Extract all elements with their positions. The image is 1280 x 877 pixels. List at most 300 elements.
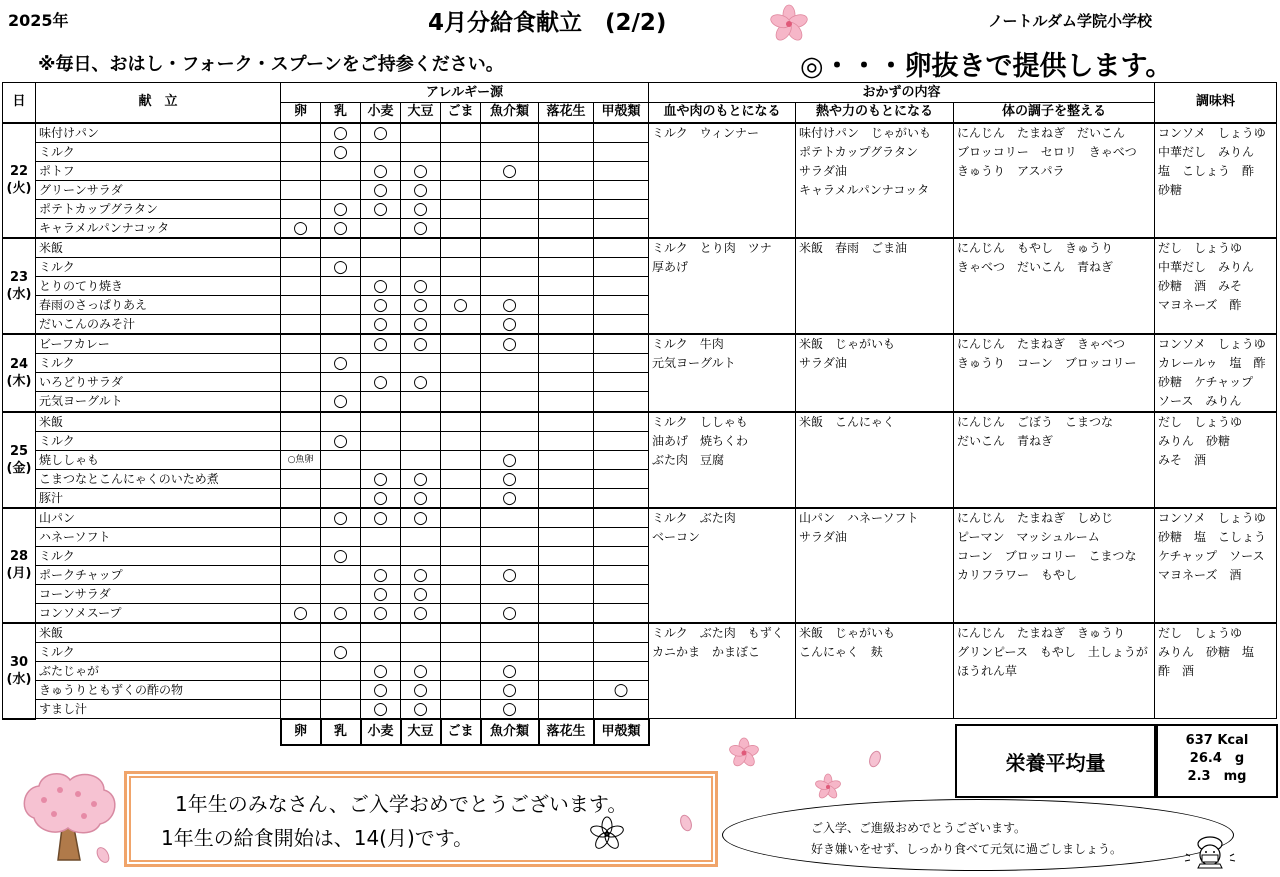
body-line: グリンピース もやし 土しょうが [957, 644, 1148, 659]
allergen-cell [441, 642, 481, 661]
allergen-cell: ○ [361, 488, 401, 508]
allergen-cell: ○ [401, 295, 441, 314]
allergen-cell [441, 199, 481, 218]
allergen-cell [594, 238, 649, 258]
body-line: にんじん たまねぎ しめじ [957, 510, 1114, 525]
allergen-cell [539, 218, 594, 238]
allergen-cell [539, 334, 594, 354]
allergen-cell: ○ [401, 161, 441, 180]
allergen-cell [539, 372, 594, 391]
allergen-cell [281, 123, 321, 143]
allergen-cell [321, 623, 361, 643]
allergen-cell [401, 431, 441, 450]
allergen-cell [441, 123, 481, 143]
table-row [3, 508, 1277, 528]
allergen-cell [441, 469, 481, 488]
footer-allergen: 小麦 [361, 719, 401, 745]
petal-icon [677, 814, 695, 832]
menu-table [2, 82, 1277, 746]
allergen-cell [441, 527, 481, 546]
allergen-cell: ○ [321, 257, 361, 276]
allergen-cell [441, 508, 481, 528]
allergen-cell [594, 372, 649, 391]
energy-line: サラダ油 [799, 355, 847, 370]
allergen-cell: ○ [361, 372, 401, 391]
weekday: (木) [6, 373, 32, 389]
chef-icon [1184, 834, 1236, 872]
allergen-cell [441, 488, 481, 508]
welcome-line-1: 1年生のみなさん、ご入学おめでとうございます。 [175, 792, 628, 816]
allergen-cell: ○ [361, 699, 401, 719]
energy-cell [796, 123, 954, 238]
dish-name: とりのてり焼き [36, 276, 281, 295]
seasoning-line: ケチャップ ソース [1158, 548, 1265, 563]
body-line: だいこん 青ねぎ [957, 433, 1054, 448]
seasoning-line: みりん 砂糖 塩 [1158, 644, 1255, 659]
dish-name: ビーフカレー [36, 334, 281, 354]
allergen-cell: ○ [361, 469, 401, 488]
cherry-blossom-icon [812, 772, 844, 802]
allergen-cell: ○ [361, 565, 401, 584]
allergen-cell [361, 218, 401, 238]
allergen-cell [281, 488, 321, 508]
allergen-cell: ○ [361, 603, 401, 623]
allergen-cell [481, 431, 539, 450]
energy-line: ポテトカップグラタン [799, 144, 919, 159]
blood-line: ベーコン [652, 529, 701, 544]
allergen-cell [481, 623, 539, 643]
energy-line: 米飯 じゃがいも [799, 625, 896, 640]
dish-name: ポテトカップグラタン [36, 199, 281, 218]
allergen-cell [441, 392, 481, 412]
allergen-cell [361, 450, 401, 469]
petal-icon [866, 750, 884, 768]
seasoning-line: 砂糖 [1158, 182, 1183, 197]
allergen-cell [321, 584, 361, 603]
allergen-cell [539, 527, 594, 546]
table-row [3, 623, 1277, 643]
body-line: にんじん たまねぎ だいこん [957, 125, 1126, 140]
dish-name: ぶたじゃが [36, 661, 281, 680]
energy-line: 米飯 春雨 ごま油 [799, 240, 908, 255]
allergen-cell [281, 508, 321, 528]
allergen-cell [539, 623, 594, 643]
allergen-cell [321, 334, 361, 354]
allergen-cell [481, 276, 539, 295]
energy-line: 山パン ハネーソフト [799, 510, 919, 525]
allergen-cell [441, 180, 481, 199]
body-line: コーン ブロッコリー こまつな [957, 548, 1137, 563]
seasoning-line: コンソメ しょうゆ [1158, 125, 1266, 140]
dish-name: こまつなとこんにゃくのいため煮 [36, 469, 281, 488]
blood-line: 厚あげ [652, 259, 689, 274]
allergen-cell [594, 623, 649, 643]
allergen-cell: ○ [321, 142, 361, 161]
header-menu: 献 立 [36, 83, 281, 123]
day-cell [3, 623, 36, 719]
allergen-cell [401, 353, 441, 372]
header-allergen: 甲殻類 [594, 103, 649, 123]
allergen-cell [539, 642, 594, 661]
header-allergen: 落花生 [539, 103, 594, 123]
blood-cell [649, 623, 796, 719]
allergen-cell [281, 623, 321, 643]
allergen-cell [441, 412, 481, 432]
year-label: 2025年 [8, 11, 69, 30]
allergen-cell [594, 218, 649, 238]
blood-line: ミルク ぶた肉 [652, 510, 736, 525]
table-row [3, 412, 1277, 432]
allergen-cell [539, 661, 594, 680]
allergen-cell [321, 488, 361, 508]
allergen-cell [441, 565, 481, 584]
allergen-cell [401, 257, 441, 276]
allergen-cell: ○ [481, 603, 539, 623]
allergen-cell [281, 469, 321, 488]
dish-name: 米飯 [36, 623, 281, 643]
day-number: 22 [9, 164, 29, 179]
allergen-cell: ○ [401, 180, 441, 199]
allergen-cell [594, 392, 649, 412]
allergen-cell [594, 353, 649, 372]
header-allergen-group: アレルギー源 [281, 83, 649, 103]
dish-name: キャラメルパンナコッタ [36, 218, 281, 238]
allergen-cell [281, 142, 321, 161]
energy-cell [796, 334, 954, 412]
allergen-cell [481, 218, 539, 238]
dish-name: コーンサラダ [36, 584, 281, 603]
allergen-cell: ○ [361, 123, 401, 143]
allergen-cell [481, 546, 539, 565]
allergen-cell [539, 392, 594, 412]
allergen-cell [321, 295, 361, 314]
dish-name: 焼ししゃも [36, 450, 281, 469]
allergen-cell [539, 565, 594, 584]
dish-name: 味付けパン [36, 123, 281, 143]
allergen-cell [441, 238, 481, 258]
allergen-cell: ○ [481, 699, 539, 719]
dish-name: いろどりサラダ [36, 372, 281, 391]
blood-line: ぶた肉 豆腐 [652, 452, 725, 467]
seasoning-line: 砂糖 酒 みそ [1158, 278, 1243, 293]
body-line: カリフラワー もやし [957, 567, 1078, 582]
allergen-cell: ○ [401, 372, 441, 391]
blood-cell [649, 334, 796, 412]
body-cell [954, 412, 1155, 508]
dish-name: ミルク [36, 546, 281, 565]
allergen-cell: ○ [441, 295, 481, 314]
footer-allergen: 乳 [321, 719, 361, 745]
allergen-cell: ○ [321, 546, 361, 565]
seasoning-line: 砂糖 ケチャップ [1158, 374, 1254, 389]
blood-line: ミルク とり肉 ツナ [652, 240, 772, 255]
allergen-cell: ○ [481, 565, 539, 584]
allergen-cell: ○ [481, 161, 539, 180]
body-line: ブロッコリー セロリ きゃべつ [957, 144, 1137, 159]
allergen-cell: ○ [361, 334, 401, 354]
allergen-cell: ○ [321, 218, 361, 238]
day-number: 30 [9, 654, 29, 670]
allergen-cell: ○ [361, 295, 401, 314]
allergen-cell: ○ [481, 295, 539, 314]
allergen-cell [539, 199, 594, 218]
allergen-cell [481, 353, 539, 372]
table-row [3, 238, 1277, 258]
allergen-cell: ○ [481, 661, 539, 680]
weekday: (月) [6, 566, 32, 581]
blood-line: 油あげ 焼ちくわ [652, 433, 749, 448]
table-row [3, 123, 1277, 143]
allergen-cell [281, 527, 321, 546]
body-cell [954, 123, 1155, 238]
energy-cell [796, 623, 954, 719]
day-cell [3, 334, 36, 412]
allergen-cell: ○ [321, 353, 361, 372]
allergen-cell [361, 623, 401, 643]
allergen-cell [481, 372, 539, 391]
allergen-cell: ○ [361, 161, 401, 180]
allergen-cell [361, 238, 401, 258]
cherry-blossom-icon [724, 735, 764, 771]
utensil-notice: ※毎日、おはし・フォーク・スプーンをご持参ください。 [38, 54, 504, 75]
allergen-cell [594, 199, 649, 218]
blood-cell [649, 238, 796, 334]
allergen-cell [539, 123, 594, 143]
header-seasoning: 調味料 [1155, 83, 1277, 123]
allergen-cell: ○ [401, 699, 441, 719]
allergen-cell [281, 642, 321, 661]
allergen-cell [321, 661, 361, 680]
dish-name: すまし汁 [36, 699, 281, 719]
allergen-cell [594, 314, 649, 334]
energy-line: こんにゃく 麸 [799, 644, 883, 659]
allergen-cell [481, 123, 539, 143]
seasoning-cell [1155, 508, 1277, 623]
allergen-cell [441, 546, 481, 565]
allergen-cell [321, 276, 361, 295]
seasoning-line: だし しょうゆ [1158, 240, 1243, 255]
allergen-cell [441, 142, 481, 161]
energy-line: サラダ油 [799, 529, 847, 544]
dish-name: コンソメスープ [36, 603, 281, 623]
allergen-cell: ○ [481, 450, 539, 469]
allergen-cell: ○ [361, 314, 401, 334]
seasoning-line: だし しょうゆ [1158, 625, 1243, 640]
allergen-cell [281, 180, 321, 199]
allergen-cell [481, 199, 539, 218]
allergen-cell: ○ [361, 584, 401, 603]
allergen-cell [321, 469, 361, 488]
energy-line: 米飯 じゃがいも [799, 336, 896, 351]
energy-cell [796, 412, 954, 508]
seasoning-cell [1155, 238, 1277, 334]
allergen-cell [281, 680, 321, 699]
school-name: ノートルダム学院小学校 [988, 12, 1152, 30]
seasoning-cell [1155, 123, 1277, 238]
allergen-cell [539, 450, 594, 469]
header-energy: 熱や力のもとになる [796, 103, 954, 123]
allergen-cell [594, 257, 649, 276]
allergen-cell [594, 412, 649, 432]
allergen-cell [281, 699, 321, 719]
allergen-cell [539, 699, 594, 719]
allergen-cell [321, 527, 361, 546]
seasoning-line: カレールゥ 塩 酢 [1158, 355, 1266, 370]
allergen-cell [321, 450, 361, 469]
allergen-cell [441, 584, 481, 603]
allergen-cell [281, 372, 321, 391]
allergen-cell [321, 238, 361, 258]
allergen-cell: ○ [401, 218, 441, 238]
header-allergen: 魚介類 [481, 103, 539, 123]
dish-name: だいこんのみそ汁 [36, 314, 281, 334]
blood-line: 元気ヨーグルト [652, 355, 736, 370]
allergen-cell [281, 314, 321, 334]
allergen-cell: ○魚卵 [281, 450, 321, 469]
seasoning-line: だし しょうゆ [1158, 414, 1243, 429]
allergen-cell [441, 450, 481, 469]
allergen-cell [594, 546, 649, 565]
header-allergen: ごま [441, 103, 481, 123]
footer-allergen: 卵 [281, 719, 321, 745]
egg-free-note: ◎・・・卵抜きで提供します。 [800, 51, 1173, 82]
blood-line: ミルク ぶた肉 もずく [652, 625, 784, 640]
allergen-cell [401, 546, 441, 565]
allergen-cell: ○ [361, 276, 401, 295]
dish-name: 米飯 [36, 412, 281, 432]
day-cell [3, 412, 36, 508]
seasoning-line: マヨネーズ 酒 [1158, 567, 1242, 582]
day-number: 25 [9, 443, 29, 459]
dish-name: ミルク [36, 642, 281, 661]
dish-name: 豚汁 [36, 488, 281, 508]
blood-line: ミルク ししゃも [652, 414, 748, 429]
allergen-cell [441, 623, 481, 643]
allergen-cell [401, 142, 441, 161]
allergen-cell: ○ [401, 584, 441, 603]
allergen-cell [361, 546, 401, 565]
allergen-cell [361, 642, 401, 661]
allergen-cell [281, 392, 321, 412]
allergen-cell [594, 469, 649, 488]
allergen-cell: ○ [321, 508, 361, 528]
allergen-cell [401, 238, 441, 258]
allergen-cell [441, 276, 481, 295]
seasoning-line: 中華だし みりん [1158, 259, 1255, 274]
allergen-cell [481, 642, 539, 661]
allergen-cell: ○ [361, 661, 401, 680]
allergen-cell [539, 180, 594, 199]
allergen-cell [539, 546, 594, 565]
allergen-cell [281, 584, 321, 603]
allergen-cell [481, 392, 539, 412]
allergen-cell: ○ [361, 180, 401, 199]
seasoning-line: 中華だし みりん [1158, 144, 1255, 159]
footer-allergen: ごま [441, 719, 481, 745]
energy-line: サラダ油 [799, 163, 847, 178]
allergen-cell: ○ [281, 218, 321, 238]
allergen-cell [539, 161, 594, 180]
weekday: (水) [6, 286, 32, 302]
dish-name: ミルク [36, 142, 281, 161]
allergen-cell: ○ [401, 488, 441, 508]
allergen-cell: ○ [321, 392, 361, 412]
seasoning-cell [1155, 623, 1277, 719]
allergen-cell [401, 642, 441, 661]
day-cell [3, 508, 36, 623]
allergen-cell [281, 334, 321, 354]
seasoning-line: ソース みりん [1158, 393, 1242, 408]
allergen-cell [539, 469, 594, 488]
header-allergen: 乳 [321, 103, 361, 123]
allergen-cell: ○ [321, 123, 361, 143]
allergen-cell [281, 276, 321, 295]
day-number: 23 [9, 269, 29, 285]
allergen-cell [539, 508, 594, 528]
allergen-cell [594, 565, 649, 584]
allergen-cell [539, 431, 594, 450]
allergen-cell [281, 257, 321, 276]
allergen-cell: ○ [321, 199, 361, 218]
body-line: きゃべつ だいこん 青ねぎ [957, 259, 1114, 274]
nutrition-values [1156, 724, 1278, 798]
dish-name: ミルク [36, 353, 281, 372]
message-line-1: ご入学、ご進級おめでとうございます。 [811, 821, 1027, 835]
dish-name: グリーンサラダ [36, 180, 281, 199]
seasoning-line: 酢 酒 [1158, 663, 1195, 678]
blood-cell [649, 412, 796, 508]
footer-allergen: 魚介類 [481, 719, 539, 745]
allergen-cell: ○ [401, 334, 441, 354]
allergen-cell: ○ [401, 508, 441, 528]
allergen-cell [441, 257, 481, 276]
header-side-group: おかずの内容 [649, 83, 1155, 103]
dish-name: 米飯 [36, 238, 281, 258]
allergen-cell [594, 661, 649, 680]
allergen-cell: ○ [481, 314, 539, 334]
allergen-cell [594, 450, 649, 469]
nutrition-label: 栄養平均量 [955, 724, 1156, 798]
allergen-cell [281, 431, 321, 450]
allergen-cell: ○ [401, 469, 441, 488]
allergen-cell [539, 238, 594, 258]
allergen-cell [361, 412, 401, 432]
allergen-cell: ○ [281, 603, 321, 623]
allergen-cell [401, 450, 441, 469]
energy-cell [796, 238, 954, 334]
allergen-cell [361, 527, 401, 546]
blood-cell [649, 123, 796, 238]
dish-name: 春雨のさっぱりあえ [36, 295, 281, 314]
page-title: 4月分給食献立 (2/2) [428, 10, 667, 36]
allergen-cell: ○ [361, 680, 401, 699]
welcome-box [124, 771, 718, 867]
day-cell [3, 123, 36, 238]
blood-line: ミルク 牛肉 [652, 336, 724, 351]
allergen-cell [281, 295, 321, 314]
allergen-cell [594, 180, 649, 199]
body-cell [954, 508, 1155, 623]
dish-name: ミルク [36, 257, 281, 276]
body-line: にんじん ごぼう こまつな [957, 414, 1114, 429]
allergen-cell [441, 680, 481, 699]
allergen-cell [481, 412, 539, 432]
allergen-cell [281, 238, 321, 258]
day-number: 28 [9, 549, 29, 564]
allergen-cell [441, 334, 481, 354]
allergen-cell [401, 412, 441, 432]
allergen-cell: ○ [481, 334, 539, 354]
